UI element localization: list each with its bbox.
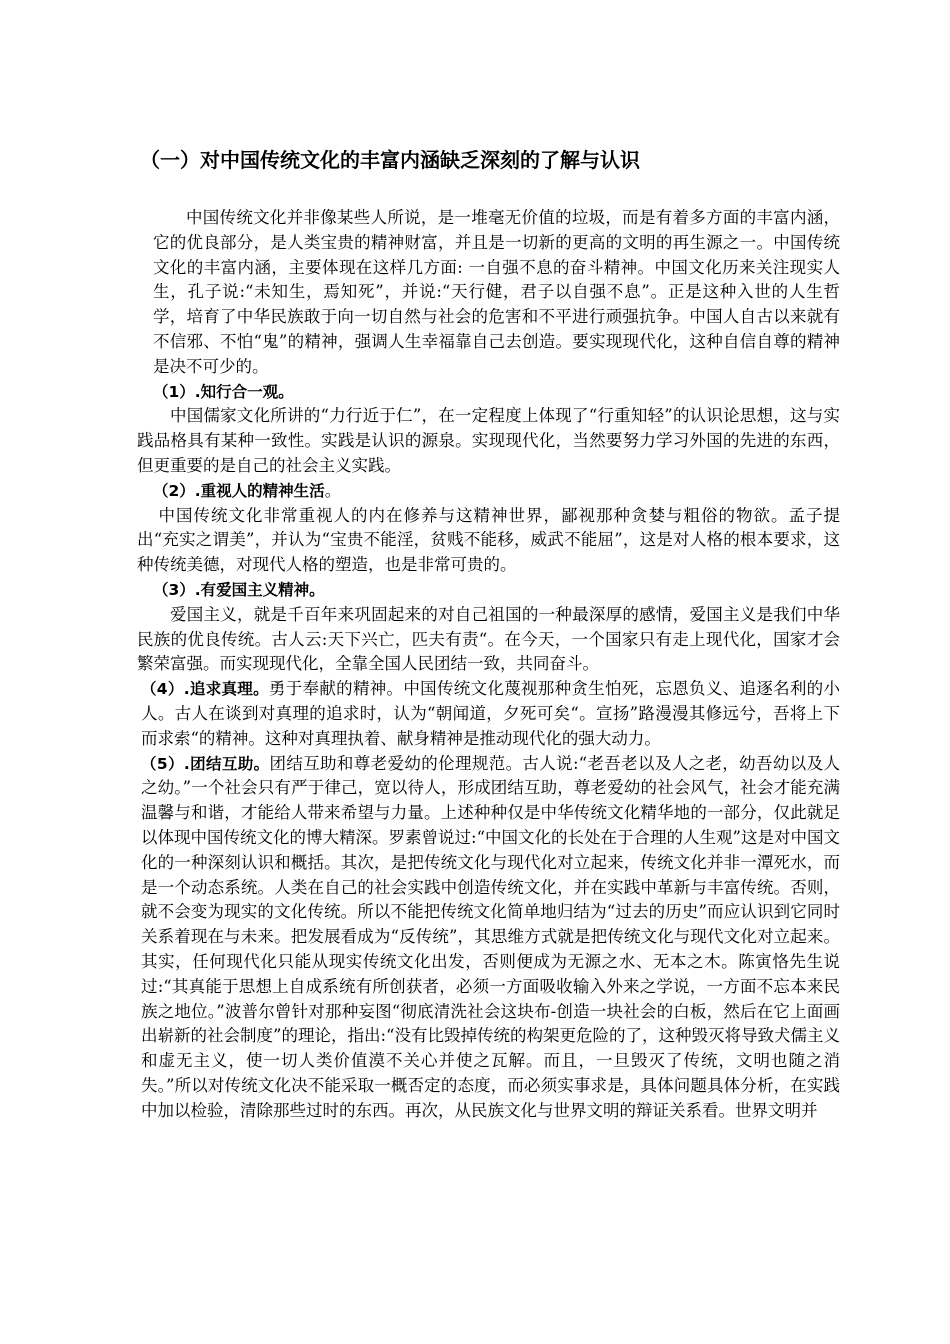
paragraph-text: 团结互助和尊老爱幼的伦理规范。古人说:“老吾老以及人之老，幼吾幼以及人之幼。”一个社会只有严于律己，宽以待人，形成团结互助，尊老爱幼的社会风气，社会才能充满温馨与和谐，才能给人带来希望与力量。上述种种仅是中华传统文化精华地的一部分，仅此就足以体现中国传统文化的博大精深。罗素曾说过:“中国文化的长处在于合理的人生观”这是对中国文化的一种深刻认识和概括。其次，是把传统文化与现代化对立起来，传统文化并非一潭死水，而是一个动态系统。人类在自己的社会实践中创造传统文化，并在实践中革新与丰富传统。否则，就不会变为现实的文化传统。所以不能把传统文化简单地归结为“过去的历史”而应认识到它同时关系着现在与未来。把发展看成为“反传统”，其思维方式就是把传统文化与现代文化对立起来。其实，任何现代化只能从现实传统文化出发，否则便成为无源之水、无本之木。陈寅恪先生说过:“其真能于思想上自成系统有所创获者，必须一方面吸收输入外来之学说，一方面不忘本来民族之地位。”波普尔曾针对那种妄图“彻底清洗社会这块布-创造一块社会的白板，然后在它上面画出崭新的社会制度”的理论，指出:“没有比毁掉传统的构架更危险的了，这种毁灭将导致犬儒主义和虚无主义，使一切人类价值漠不关心并使之瓦解。而且，一旦毁灭了传统，文明也随之消失。”所以对传统文化决不能采取一概否定的态度，而必须实事求是，具体问题具体分析，在实践中加以检验，清除那些过时的东西。再次，从民族文化与世界文明的辩证关系看。世界文明并 [141,753,840,1120]
paragraph-text: 勇于奉献的精神。中国传统文化蔑视那种贪生怕死，忘恩负义、追逐名利的小人。古人在谈到对真理的追求时，认为“朝闻道，夕死可矣“。宣扬”路漫漫其修远兮，吾将上下而求索“的精神。这种对真理执着、献身精神是推动现代化的强大动力。 [141,679,840,748]
heading-text: （4）.追求真理。 [141,680,269,699]
paragraph-pursue-truth [137,677,840,751]
heading-text: （3）.有爱国主义精神。 [153,580,325,599]
paragraph-patriotism: 爱国主义，就是千百年来巩固起来的对自己祖国的一种最深厚的感情，爱国主义是我们中华民族的优良传统。古人云:天下兴亡，匹夫有责“。在今天，一个国家只有走上现代化，国家才会繁荣富强。而实现现代化，全靠全国人民团结一致，共同奋斗。 [137,604,840,674]
heading-text: （2）.重视人的精神生活 [153,481,325,500]
heading-patriotism [137,578,840,603]
heading-tail: 。 [324,480,342,500]
paragraph-knowledge-action: 中国儒家文化所讲的“力行近于仁”，在一定程度上体现了“行重知轻”的认识论思想，这与实践品格具有某种一致性。实践是认识的源泉。实现现代化，当然要努力学习外国的先进的东西，但更重要的是自己的社会主义实践。 [137,406,840,475]
heading-text: （1）.知行合一观。 [153,382,294,401]
heading-spiritual-life [137,479,840,504]
paragraph-unity [137,752,840,1124]
heading-text: （5）.团结互助。 [141,754,270,773]
document-body [137,206,840,1123]
section-title: （一）对中国传统文化的丰富内涵缺乏深刻的了解与认识 [140,148,640,172]
paragraph-spiritual-life: 中国传统文化非常重视人的内在修养与这精神世界，鄙视那种贪婪与粗俗的物欲。孟子提出“充实之谓美”，并认为“宝贵不能淫，贫贱不能移，威武不能屈”，这是对人格的根本要求，这种传统美德，对现代人格的塑造，也是非常可贵的。 [137,505,840,575]
heading-knowledge-action [137,380,840,405]
intro-paragraph: 中国传统文化并非像某些人所说，是一堆毫无价值的垃圾，而是有着多方面的丰富内涵，它的优良部分，是人类宝贵的精神财富，并且是一切新的更高的文明的再生源之一。中国传统文化的丰富内涵，主要体现在这样几方面: 一自强不息的奋斗精神。中国文化历来关注现实人生，孔子说:“未知生，焉知死”，并说:“天行健，君子以自强不息”。正是这种入世的人生哲学，培育了中华民族敢于向一切自然与社会的危害和不平进行顽强抗争。中国人自古以来就有不信邪、不怕“鬼”的精神，强调人生幸福靠自己去创造。要实现现代化，这种自信自尊的精神是决不可少的。 [153,208,840,376]
